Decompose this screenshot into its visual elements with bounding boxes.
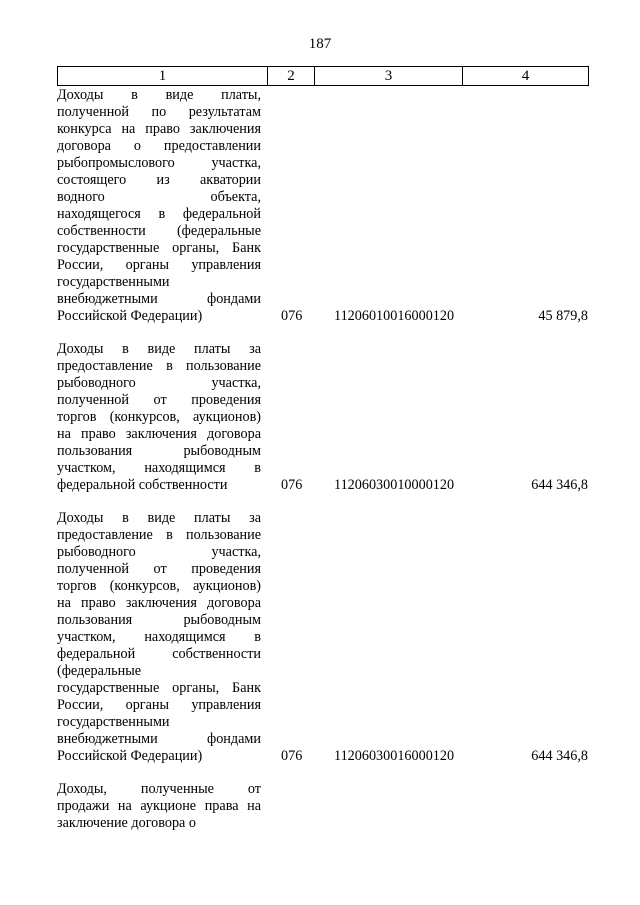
description-line: на право заключения договора [57, 595, 261, 611]
row-description [57, 341, 261, 494]
description-line: торгов (конкурсов, аукционов) [57, 578, 261, 594]
amount: 644 346,8 [531, 477, 588, 493]
description-line: Российской Федерации) [57, 748, 203, 764]
table-body [57, 87, 588, 832]
description-line: внебюджетными фондами [57, 291, 261, 307]
header-col-3: 3 [315, 67, 463, 86]
description-line: государственными [57, 714, 170, 730]
description-line: полученной от проведения [57, 561, 261, 577]
header-col-1: 1 [58, 67, 268, 86]
table-row [57, 341, 588, 494]
description-line: государственными [57, 274, 170, 290]
description-line: Доходы в виде платы за [57, 341, 261, 357]
description-line: государственные органы, Банк [57, 680, 261, 696]
description-line: внебюджетными фондами [57, 731, 261, 747]
description-line: Российской Федерации) [57, 308, 203, 324]
description-line: (федеральные [57, 663, 142, 679]
header-col-2: 2 [268, 67, 315, 86]
description-line: России, органы управления [57, 257, 261, 273]
description-line: федеральной собственности [57, 646, 261, 662]
description-line: водного объекта, [57, 189, 261, 205]
description-line: федеральной собственности [57, 477, 228, 493]
description-line: полученной по результатам [57, 104, 261, 120]
description-line: заключение договора о [57, 815, 196, 831]
description-line: участком, находящимся в [57, 629, 261, 645]
table-row [57, 87, 588, 325]
row-description [57, 87, 261, 325]
table-row [57, 510, 588, 765]
admin-code: 076 [281, 308, 303, 324]
budget-code: 11206030010000120 [334, 477, 455, 493]
description-line: участком, находящимся в [57, 460, 261, 476]
description-line: договора о предоставлении [57, 138, 261, 154]
description-line: государственные органы, Банк [57, 240, 261, 256]
description-line: собственности (федеральные [57, 223, 261, 239]
description-line: на право заключения договора [57, 426, 261, 442]
description-line: рыбоводного участка, [57, 375, 261, 391]
page-number: 187 [308, 36, 332, 52]
description-line: полученной от проведения [57, 392, 261, 408]
description-line: конкурса на право заключения [57, 121, 261, 137]
budget-code: 11206030016000120 [334, 748, 455, 764]
description-line: рыбопромыслового участка, [57, 155, 261, 171]
description-line: пользования рыбоводным [57, 443, 261, 459]
budget-code: 11206010016000120 [334, 308, 455, 324]
description-line: находящегося в федеральной [57, 206, 261, 222]
description-line: рыбоводного участка, [57, 544, 261, 560]
description-line: России, органы управления [57, 697, 261, 713]
description-line: состоящего из акватории [57, 172, 261, 188]
row-description [57, 781, 261, 832]
row-description [57, 510, 261, 765]
description-line: Доходы, полученные от [57, 781, 261, 797]
description-line: Доходы в виде платы, [57, 87, 261, 103]
table-header [57, 66, 589, 86]
table-row [57, 781, 588, 832]
description-line: торгов (конкурсов, аукционов) [57, 409, 261, 425]
admin-code: 076 [281, 477, 303, 493]
description-line: пользования рыбоводным [57, 612, 261, 628]
admin-code: 076 [281, 748, 303, 764]
amount: 644 346,8 [531, 748, 588, 764]
header-col-4: 4 [463, 67, 589, 86]
description-line: продажи на аукционе права на [57, 798, 261, 814]
description-line: Доходы в виде платы за [57, 510, 261, 526]
description-line: предоставление в пользование [57, 358, 261, 374]
description-line: предоставление в пользование [57, 527, 261, 543]
amount: 45 879,8 [538, 308, 588, 324]
